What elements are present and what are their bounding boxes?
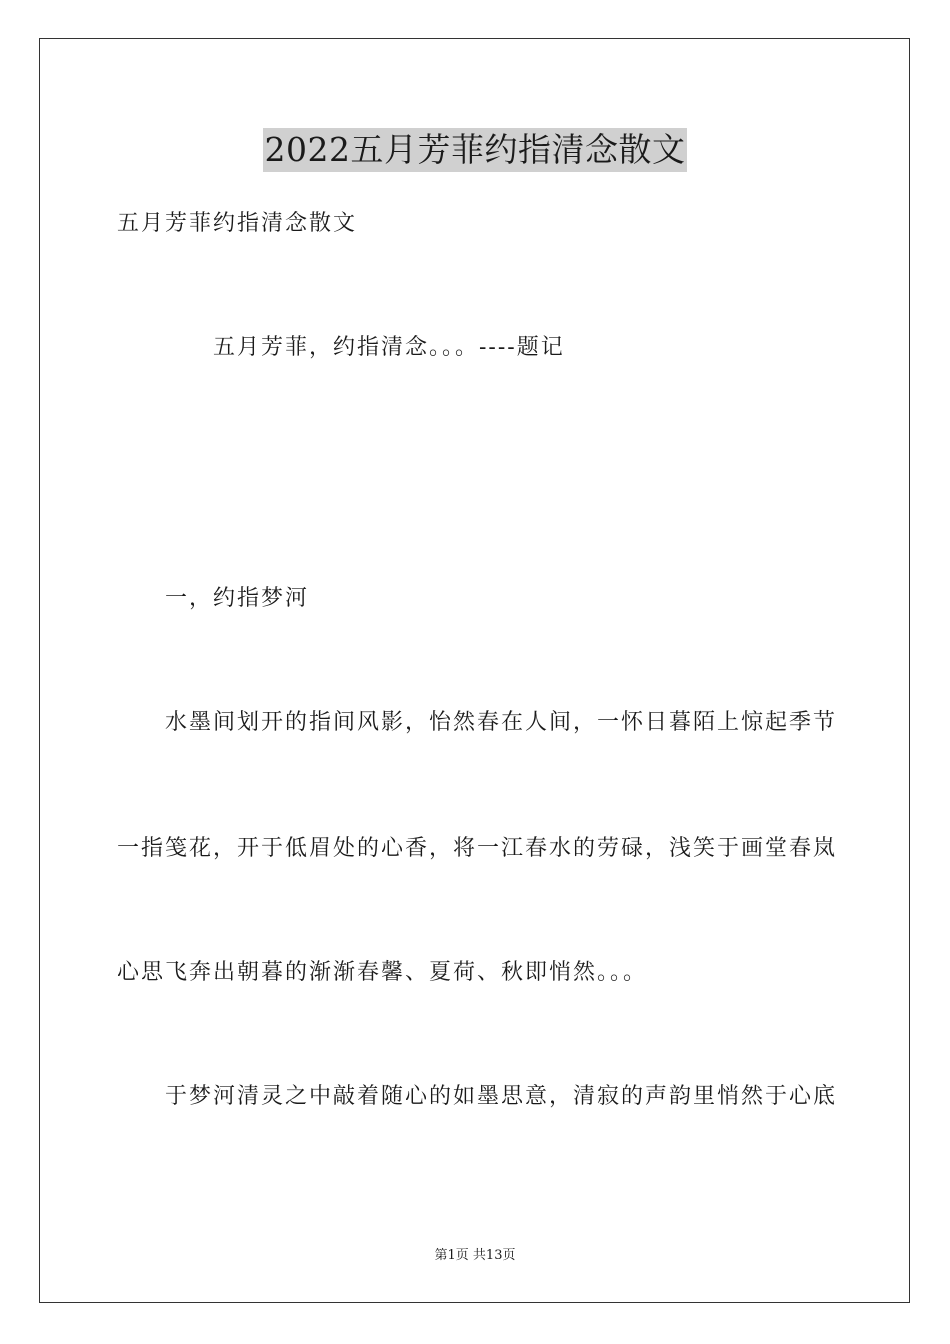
- section-heading: 一，约指梦河: [165, 586, 310, 611]
- document-title: 2022五月芳菲约指清念散文: [263, 128, 688, 172]
- paragraph-line: 心思飞奔出朝暮的渐渐春馨、夏荷、秋即悄然。。。: [117, 960, 648, 985]
- paragraph-line: 于梦河清灵之中敲着随心的如墨思意，清寂的声韵里悄然于心底: [165, 1084, 838, 1109]
- paragraph-line: 一指笺花，开于低眉处的心香，将一江春水的劳碌，浅笑于画堂春岚: [117, 836, 838, 861]
- document-subtitle: 五月芳菲约指清念散文: [117, 211, 358, 236]
- page-number: 第1页 共13页: [434, 1248, 516, 1263]
- page-footer: [0, 1247, 950, 1265]
- epigraph: 五月芳菲，约指清念。。。----题记: [213, 335, 565, 360]
- paragraph-line: 水墨间划开的指间风影，怡然春在人间，一怀日暮陌上惊起季节: [165, 710, 838, 735]
- title-container: [0, 128, 950, 172]
